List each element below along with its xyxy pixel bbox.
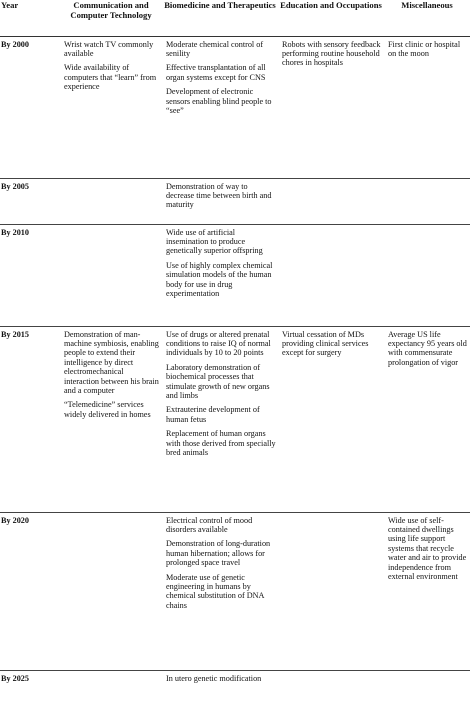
miscellaneous-cell xyxy=(384,224,470,326)
year-cell: By 2025 xyxy=(1,673,29,683)
education-cell xyxy=(278,224,384,326)
communication-cell xyxy=(60,178,162,224)
table-row xyxy=(0,224,470,326)
header-miscellaneous: Miscellaneous xyxy=(384,0,470,36)
miscellaneous-cell xyxy=(384,326,470,512)
biomedicine-item: Use of drugs or altered prenatal conditions to raise IQ of normal individuals by 10 to 20 points xyxy=(166,329,271,358)
education-item: Robots with sensory feedback performing routine household chores in hospitals xyxy=(282,39,381,68)
biomedicine-item: Moderate chemical control of senility xyxy=(166,39,264,58)
communication-item: “Telemedicine” services widely delivered in homes xyxy=(64,400,151,419)
table-row xyxy=(0,178,470,224)
biomedicine-item: Extrauterine development of human fetus xyxy=(166,405,260,424)
communication-item: Demonstration of man-machine symbiosis, enabling people to extend their intelligence by direct electromechanical interaction between his brain and a computer xyxy=(64,329,159,395)
communication-cell xyxy=(60,326,162,512)
communication-cell xyxy=(60,36,162,178)
miscellaneous-item: First clinic or hospital on the moon xyxy=(388,39,461,58)
communication-cell xyxy=(60,224,162,326)
biomedicine-item: Laboratory demonstration of biochemical processes that stimulate growth of new organs and limbs xyxy=(166,362,270,400)
biomedicine-item: Development of electronic sensors enabling blind people to “see” xyxy=(166,87,272,115)
biomedicine-item: Electrical control of mood disorders available xyxy=(166,515,253,534)
miscellaneous-cell xyxy=(384,670,470,710)
year-cell: By 2010 xyxy=(0,224,60,326)
header-biomedicine: Biomedicine and Therapeutics xyxy=(162,0,278,36)
year-cell: By 2015 xyxy=(0,326,60,512)
year-cell: By 2005 xyxy=(0,178,60,224)
communication-cell xyxy=(60,512,162,670)
year-cell: By 2020 xyxy=(0,512,60,670)
table-row xyxy=(0,326,470,512)
biomedicine-item: In utero genetic modification xyxy=(166,673,262,683)
communication-item: Wrist watch TV commonly available xyxy=(64,39,154,58)
miscellaneous-cell xyxy=(384,178,470,224)
biomedicine-item: Replacement of human organs with those derived from specially bred animals xyxy=(166,429,276,457)
biomedicine-item: Moderate use of genetic engineering in humans by chemical substitution of DNA chains xyxy=(166,572,265,610)
header-education: Education and Occupations xyxy=(278,0,384,36)
education-cell xyxy=(278,670,384,710)
education-cell xyxy=(278,36,384,178)
education-item: Virtual cessation of MDs providing clinical services except for surgery xyxy=(282,329,369,358)
biomedicine-item: Use of highly complex chemical simulation models of the human body for use in drug experimentation xyxy=(166,260,273,298)
biomedicine-item: Wide use of artificial insemination to produce genetically superior offspring xyxy=(166,227,263,256)
header-year: Year xyxy=(0,0,60,36)
communication-item: Wide availability of computers that “learn” from experience xyxy=(64,63,157,92)
biomedicine-cell xyxy=(162,512,278,670)
biomedicine-item: Demonstration of way to decrease time between birth and maturity xyxy=(166,181,272,210)
miscellaneous-item: Wide use of self-contained dwellings using life support systems that recycle water and air to provide independence from external environment xyxy=(388,515,467,581)
communication-cell xyxy=(60,670,162,710)
biomedicine-item: Demonstration of long-duration human hibernation; allows for prolonged space travel xyxy=(166,539,271,568)
year-cell: By 2000 xyxy=(0,36,60,178)
table-row xyxy=(0,36,470,178)
miscellaneous-item: Average US life expectancy 95 years old with commensurate prolongation of vigor xyxy=(388,329,467,367)
biomedicine-cell xyxy=(162,326,278,512)
education-cell xyxy=(278,512,384,670)
miscellaneous-cell xyxy=(384,36,470,178)
biomedicine-cell xyxy=(162,36,278,178)
biomedicine-cell xyxy=(162,224,278,326)
table-row xyxy=(0,670,470,710)
miscellaneous-cell xyxy=(384,512,470,670)
education-cell xyxy=(278,178,384,224)
education-cell xyxy=(278,326,384,512)
header-row xyxy=(0,0,470,36)
biomedicine-cell xyxy=(162,670,278,710)
biomedicine-cell xyxy=(162,178,278,224)
table-row xyxy=(0,512,470,670)
biomedicine-item: Effective transplantation of all organ systems except for CNS xyxy=(166,63,266,82)
header-communication: Communication and Computer Technology xyxy=(60,0,162,36)
